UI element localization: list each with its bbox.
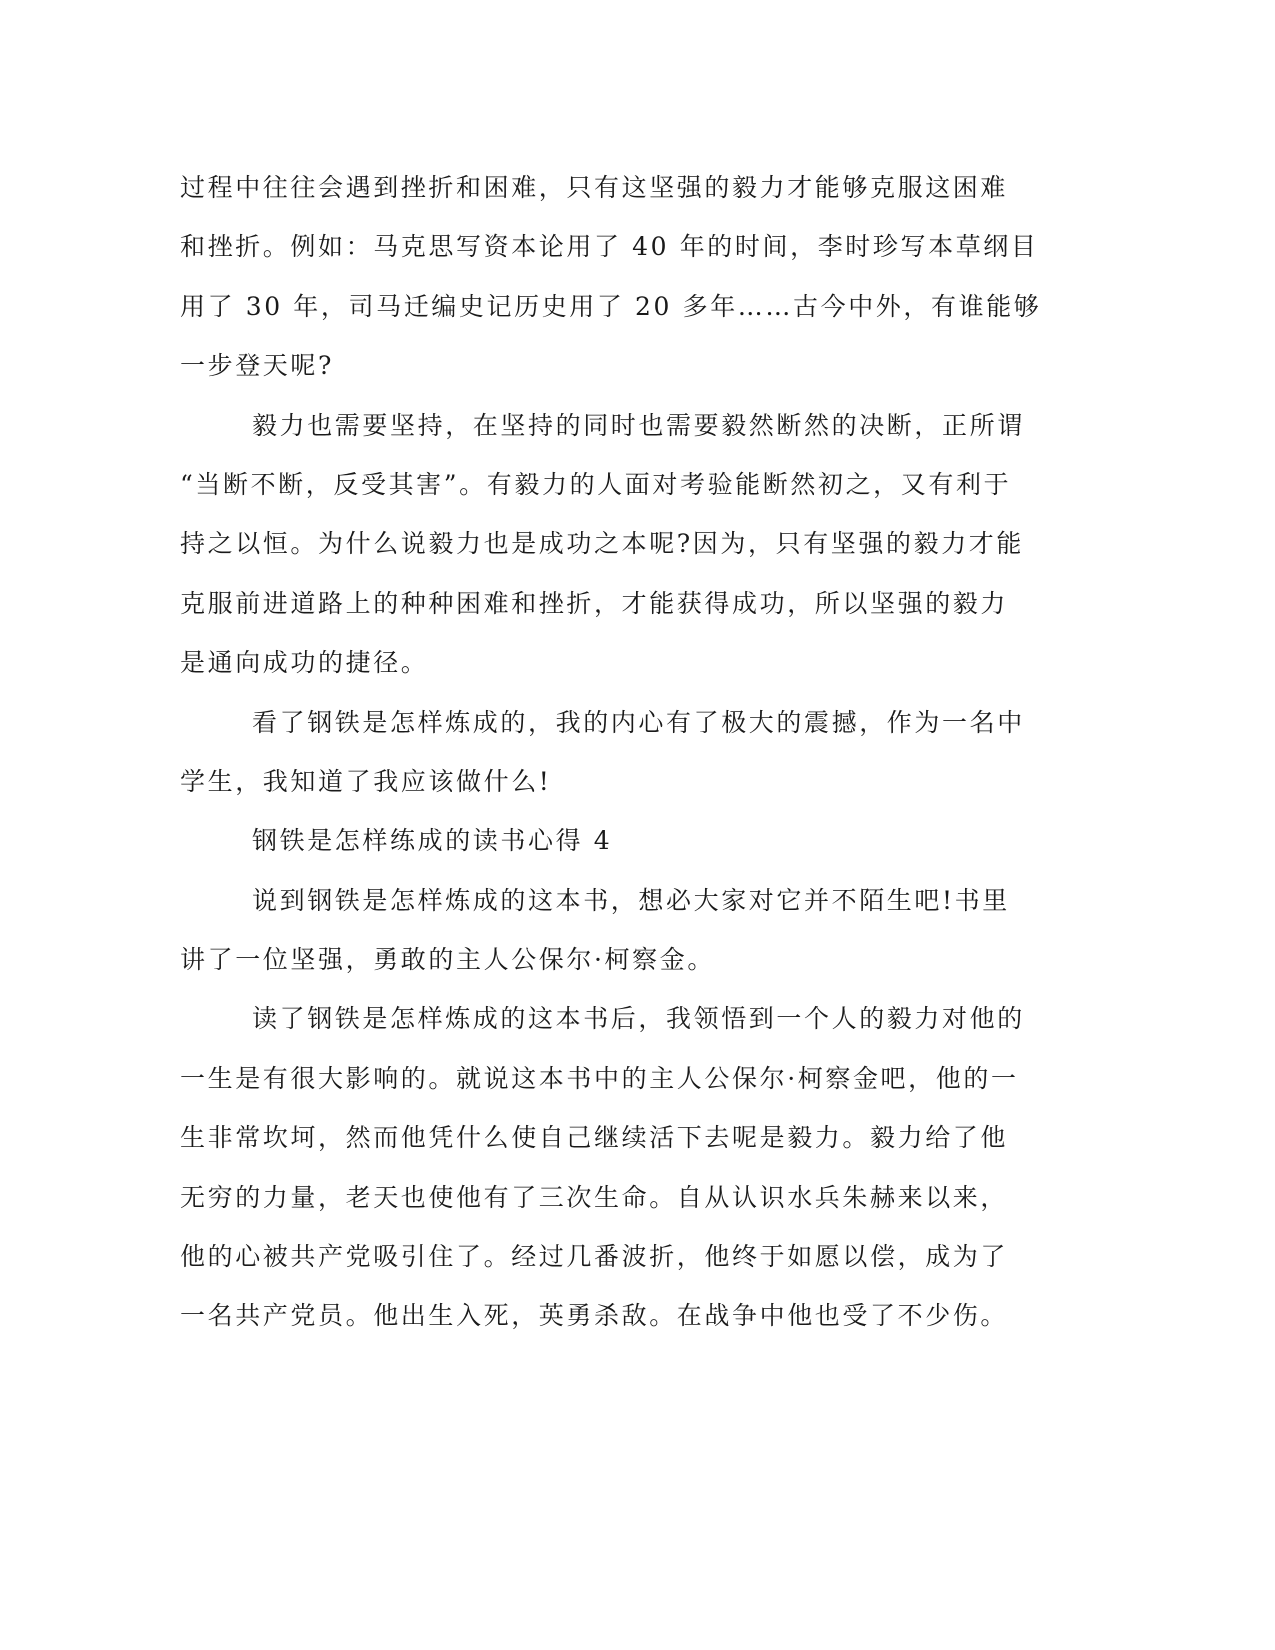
text-line-16: 一生是有很大影响的。就说这本书中的主人公保尔·柯察金吧，他的一 xyxy=(180,1063,1019,1093)
text-line-6: “当断不断，反受其害”。有毅力的人面对考验能断然初之，又有利于 xyxy=(180,469,1012,499)
text-line-14: 讲了一位坚强，勇敢的主人公保尔·柯察金。 xyxy=(180,945,715,975)
document-body xyxy=(180,158,1042,1346)
text-line-3: 用了 30 年，司马迁编史记历史用了 20 多年……古今中外，有谁能够 xyxy=(180,291,1042,321)
section-heading: 钢铁是怎样练成的读书心得 4 xyxy=(252,826,613,856)
text-line-4: 一步登天呢? xyxy=(180,351,335,381)
text-line-18: 无穷的力量，老天也使他有了三次生命。自从认识水兵朱赫来以来， xyxy=(180,1182,1009,1212)
text-line-13: 说到钢铁是怎样炼成的这本书，想必大家对它并不陌生吧!书里 xyxy=(252,885,1010,915)
text-line-9: 是通向成功的捷径。 xyxy=(180,648,429,678)
text-line-7: 持之以恒。为什么说毅力也是成功之本呢?因为，只有坚强的毅力才能 xyxy=(180,529,1025,559)
text-line-1: 过程中往往会遇到挫折和困难，只有这坚强的毅力才能够克服这困难 xyxy=(180,173,1009,202)
text-line-17: 生非常坎坷，然而他凭什么使自己继续活下去呢是毅力。毅力给了他 xyxy=(180,1123,1009,1153)
text-line-19: 他的心被共产党吸引住了。经过几番波折，他终于如愿以偿，成为了 xyxy=(180,1242,1009,1272)
text-line-20: 一名共产党员。他出生入死，英勇杀敌。在战争中他也受了不少伤。 xyxy=(180,1301,1009,1331)
text-line-11: 学生，我知道了我应该做什么! xyxy=(180,766,552,796)
text-line-5: 毅力也需要坚持，在坚持的同时也需要毅然断然的决断，正所谓 xyxy=(252,410,1025,440)
text-line-2: 和挫折。例如：马克思写资本论用了 40 年的时间，李时珍写本草纲目 xyxy=(180,232,1039,262)
text-line-15: 读了钢铁是怎样炼成的这本书后，我领悟到一个人的毅力对他的 xyxy=(252,1004,1025,1034)
text-line-8: 克服前进道路上的种种困难和挫折，才能获得成功，所以坚强的毅力 xyxy=(180,588,1009,618)
text-line-10: 看了钢铁是怎样炼成的，我的内心有了极大的震撼，作为一名中 xyxy=(252,707,1025,737)
